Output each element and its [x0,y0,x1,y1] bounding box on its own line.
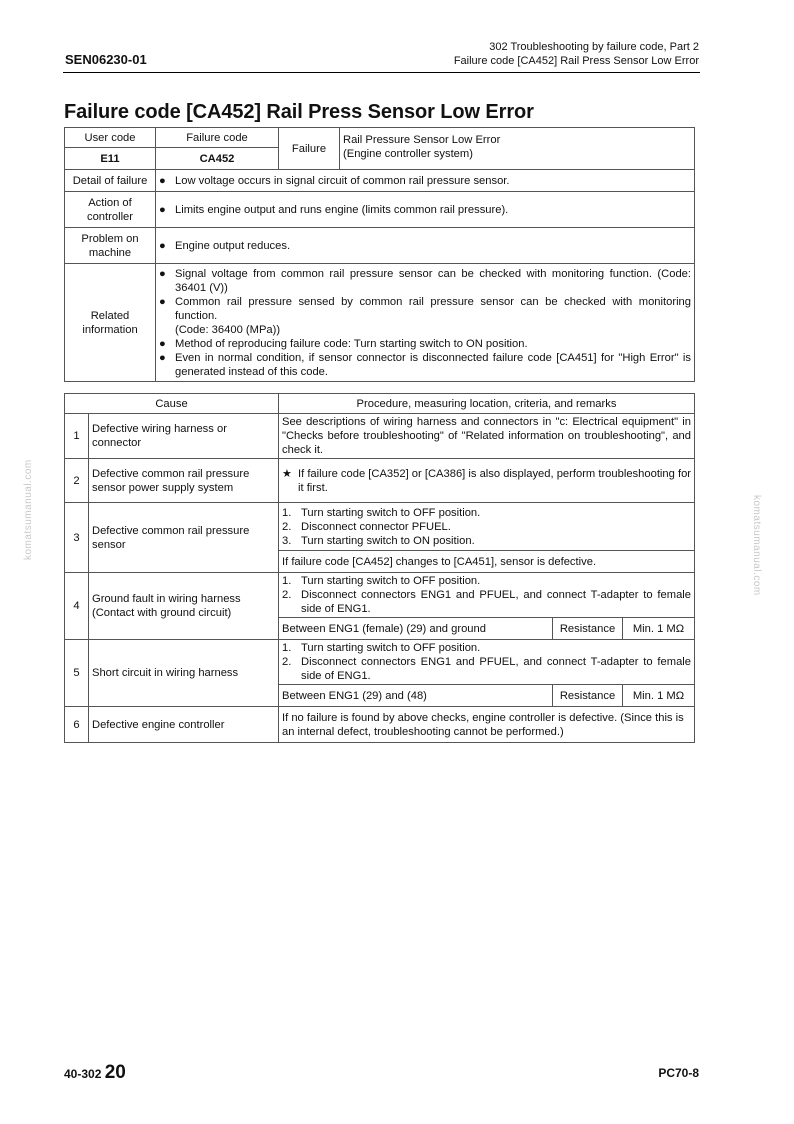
failure-description-line: (Engine controller system) [343,148,473,160]
bullet-icon: ● [159,267,166,280]
procedure-note: If failure code [CA452] changes to [CA451], sensor is defective. [279,551,695,573]
action-cell [156,192,695,228]
failure-description [340,128,695,170]
measure-item: Resistance [553,618,623,640]
related-item: (Code: 36400 (MPa)) [175,323,281,336]
step-number: 2. [282,656,292,668]
step-number: 1. [282,506,292,519]
step-number: 1. [282,642,292,654]
page-title: Failure code [CA452] Rail Press Sensor Low Error [64,101,534,123]
failure-description-line: Rail Pressure Sensor Low Error [343,134,501,146]
bullet-icon: ● [159,239,166,252]
step-number: 2. [282,520,292,533]
bullet-icon: ● [159,337,166,350]
cause-header: Cause [65,394,279,414]
cause-number: 4 [65,573,89,640]
watermark-left: komatsumanual.com [23,459,34,560]
bullet-icon: ● [159,295,166,308]
user-code-value: E11 [65,148,156,170]
step-number: 1. [282,575,292,587]
document-number: SEN06230-01 [65,52,147,67]
step-text: Turn starting switch to OFF position. [301,575,481,587]
cause-number: 3 [65,503,89,573]
related-item: Even in normal condition, if sensor connector is disconnected failure code [CA451] for "High Error" is generated instead of this code. [175,351,691,378]
cause-text: Short circuit in wiring harness [89,640,279,707]
related-item: Common rail pressure sensed by common rail pressure sensor can be checked with monitoring function. [175,295,691,322]
procedure-text: If no failure is found by above checks, engine controller is defective. (Since this is an internal defect, troubleshooting cannot be performed.) [279,707,695,743]
cause-text: Defective engine controller [89,707,279,743]
measure-location: Between ENG1 (female) (29) and ground [279,618,553,640]
problem-label: Problem on machine [65,228,156,264]
problem-cell [156,228,695,264]
star-icon: ★ [282,467,293,480]
procedure-text: See descriptions of wiring harness and connectors in "c: Electrical equipment" in "Checks before troubleshooting" of "Related information on troubleshooting", and check it. [279,414,695,459]
procedure-steps [279,503,695,551]
related-item: Method of reproducing failure code: Turn starting switch to ON position. [175,337,528,350]
measure-value: Min. 1 MΩ [623,618,695,640]
cause-text: Defective common rail pressure sensor power supply system [89,459,279,503]
procedure-steps [279,640,695,685]
measure-item: Resistance [553,685,623,707]
step-number: 3. [282,534,292,547]
step-text: Turn starting switch to OFF position. [301,642,481,654]
procedure-text: If failure code [CA352] or [CA386] is also displayed, perform troubleshooting for it first. [298,467,692,494]
cause-text: Defective common rail pressure sensor [89,503,279,573]
step-number: 2. [282,589,292,601]
cause-number: 5 [65,640,89,707]
watermark-right: komatsumanual.com [751,495,762,596]
problem-text: Engine output reduces. [175,239,291,252]
running-header [454,40,699,68]
cause-table [64,393,695,743]
procedure-cell [279,459,695,503]
procedure-steps [279,573,695,618]
measure-location: Between ENG1 (29) and (48) [279,685,553,707]
step-text: Disconnect connectors ENG1 and PFUEL, and connect T-adapter to female side of ENG1. [301,656,691,682]
measure-value: Min. 1 MΩ [623,685,695,707]
step-text: Turn starting switch to OFF position. [301,506,481,519]
detail-label: Detail of failure [65,170,156,192]
failure-code-label: Failure code [156,128,279,148]
failure-label: Failure [279,128,340,170]
cause-text: Ground fault in wiring harness (Contact with ground circuit) [89,573,279,640]
page-number [64,1062,126,1084]
bullet-icon: ● [159,174,166,187]
step-text: Disconnect connectors ENG1 and PFUEL, and connect T-adapter to female side of ENG1. [301,589,691,615]
cause-number: 6 [65,707,89,743]
bullet-icon: ● [159,351,166,364]
procedure-header: Procedure, measuring location, criteria, and remarks [279,394,695,414]
related-cell [156,264,695,382]
user-code-label: User code [65,128,156,148]
bullet-icon: ● [159,203,166,216]
related-label: Related information [65,264,156,382]
step-text: Disconnect connector PFUEL. [301,520,451,533]
cause-number: 1 [65,414,89,459]
cause-number: 2 [65,459,89,503]
page-prefix: 40-302 [64,1067,102,1081]
page-num: 20 [104,1062,126,1083]
action-text: Limits engine output and runs engine (limits common rail pressure). [175,203,509,216]
section-title: 302 Troubleshooting by failure code, Part 2 [489,41,699,53]
detail-text: Low voltage occurs in signal circuit of common rail pressure sensor. [175,174,510,187]
detail-cell [156,170,695,192]
model-name: PC70-8 [658,1066,699,1080]
section-subtitle: Failure code [CA452] Rail Press Sensor Low Error [453,55,699,67]
failure-code-value: CA452 [156,148,279,170]
related-item: Signal voltage from common rail pressure sensor can be checked with monitoring function. (Code: 36401 (V)) [175,267,691,294]
header-rule [63,72,700,73]
failure-info-table [64,127,695,382]
step-text: Turn starting switch to ON position. [301,534,475,547]
cause-text: Defective wiring harness or connector [89,414,279,459]
action-label: Action of controller [65,192,156,228]
